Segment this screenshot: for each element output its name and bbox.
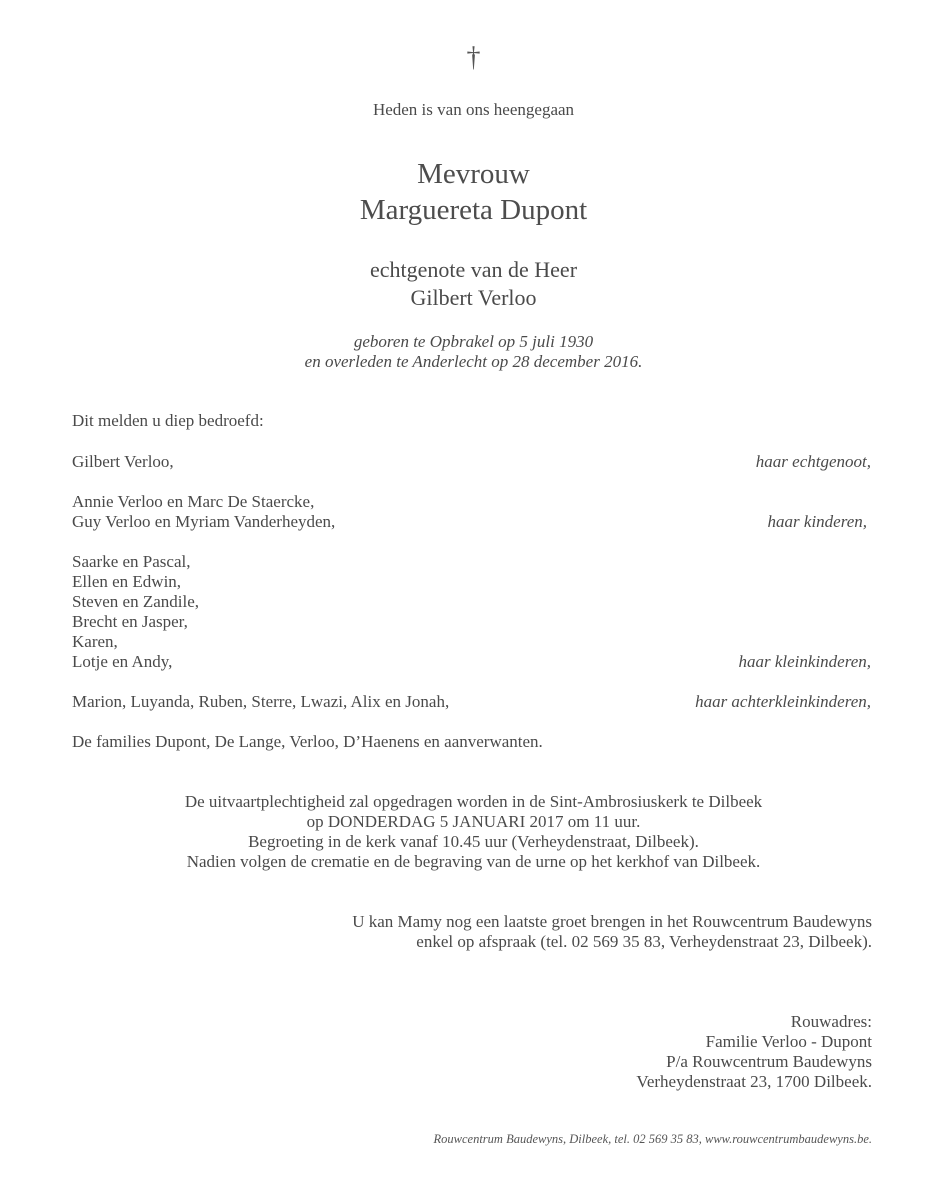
address-line: Familie Verloo - Dupont	[705, 1032, 872, 1051]
visit-line: enkel op afspraak (tel. 02 569 35 83, Verheydenstraat 23, Dilbeek).	[416, 932, 872, 951]
death-line: en overleden te Anderlecht op 28 december 2016.	[304, 352, 643, 371]
grandchild-entry: Ellen en Edwin,	[72, 572, 182, 591]
families-line: De families Dupont, De Lange, Verloo, D’Haenens en aanverwanten.	[72, 732, 543, 751]
ceremony-line: Begroeting in de kerk vanaf 10.45 uur (Verheydenstraat, Dilbeek).	[248, 832, 699, 851]
great-grandchildren-names: Marion, Luyanda, Ruben, Sterre, Lwazi, Alix en Jonah,	[72, 692, 450, 711]
deceased-title: Mevrouw	[417, 158, 530, 190]
grandchildren-role: haar kleinkinderen,	[738, 652, 871, 671]
announcement: Dit melden u diep bedroefd:	[72, 411, 264, 430]
spouse-name: Gilbert Verloo	[410, 285, 537, 310]
visit-line: U kan Mamy nog een laatste groet brengen in het Rouwcentrum Baudewyns	[352, 912, 872, 931]
spouse-relation: echtgenote van de Heer	[369, 257, 578, 282]
child-entry: Annie Verloo en Marc De Staercke,	[72, 492, 315, 511]
birth-line: geboren te Opbrakel op 5 juli 1930	[353, 332, 594, 351]
grandchild-entry: Brecht en Jasper,	[72, 612, 188, 631]
grandchild-entry: Steven en Zandile,	[72, 592, 199, 611]
husband-name: Gilbert Verloo,	[72, 452, 174, 471]
child-entry: Guy Verloo en Myriam Vanderheyden,	[72, 512, 336, 531]
ceremony-line: op DONDERDAG 5 JANUARI 2017 om 11 uur.	[306, 812, 641, 831]
great-grandchildren-role: haar achterkleinkinderen,	[695, 692, 871, 711]
grandchild-entry: Lotje en Andy,	[72, 652, 173, 671]
husband-role: haar echtgenoot,	[755, 452, 871, 471]
cross-icon: †	[466, 42, 481, 73]
intro-text: Heden is van ons heengegaan	[372, 100, 575, 119]
address-line: Verheydenstraat 23, 1700 Dilbeek.	[636, 1072, 872, 1091]
address-line: P/a Rouwcentrum Baudewyns	[666, 1052, 872, 1071]
grandchild-entry: Karen,	[72, 632, 118, 651]
grandchild-entry: Saarke en Pascal,	[72, 552, 191, 571]
ceremony-line: Nadien volgen de crematie en de begraving van de urne op het kerkhof van Dilbeek.	[186, 852, 761, 871]
ceremony-line: De uitvaartplechtigheid zal opgedragen worden in de Sint-Ambrosiuskerk te Dilbeek	[184, 792, 763, 811]
deceased-name: Marguereta Dupont	[359, 194, 588, 226]
children-role: haar kinderen,	[767, 512, 867, 531]
address-label: Rouwadres:	[790, 1012, 872, 1031]
funeral-home-footer: Rouwcentrum Baudewyns, Dilbeek, tel. 02 569 35 83, www.rouwcentrumbaudewyns.be.	[433, 1132, 872, 1146]
